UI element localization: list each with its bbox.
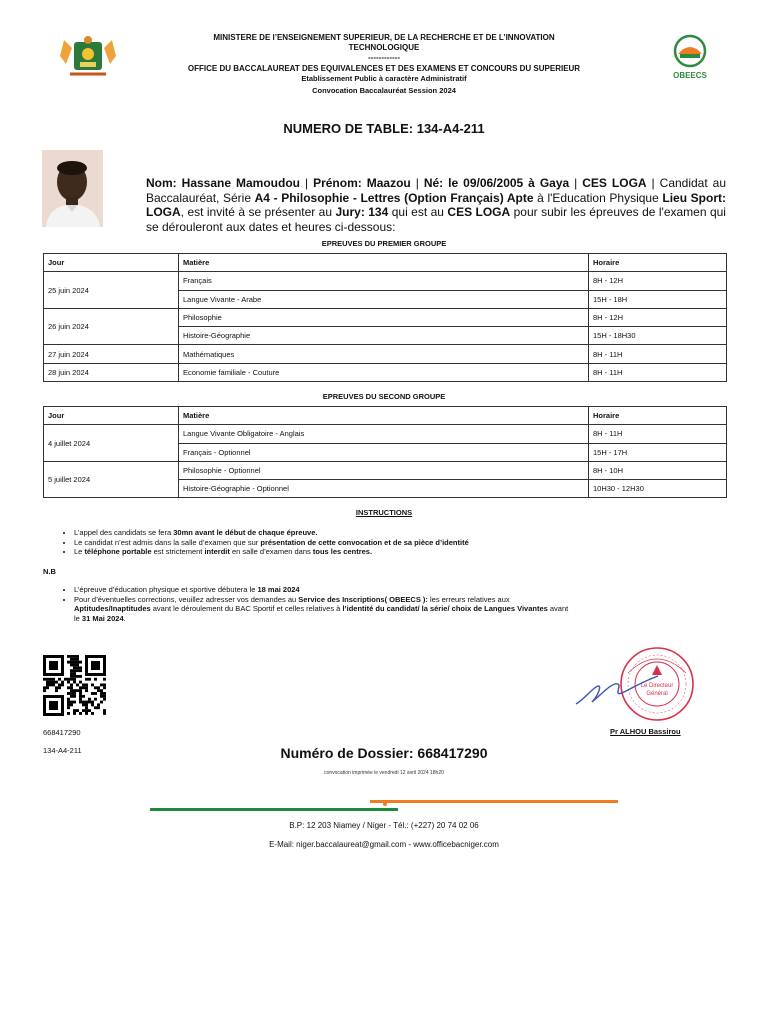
candidate-name: Hassane Mamoudou (181, 176, 300, 190)
qr-module (85, 689, 88, 692)
text: 31 Mai 2024 (81, 613, 124, 623)
text: l’identité du candidat/ la série/ choix de Langues Vivantes (342, 604, 548, 613)
qr-module (70, 655, 73, 658)
signatory-name: Pr ALHOU Bassirou (610, 727, 681, 736)
qr-module (70, 661, 73, 664)
text: 18 mai 2024 (257, 585, 300, 594)
candidate-birth: le 09/06/2005 à Gaya (448, 176, 570, 190)
subject-cell: Français - Optionnel (179, 443, 589, 461)
list-item (74, 595, 574, 624)
qr-module (70, 695, 73, 698)
qr-module (85, 686, 88, 689)
qr-module (43, 689, 46, 692)
day-cell: 25 juin 2024 (44, 272, 179, 309)
establishment-type: Etablissement Public à caractère Administratif (301, 73, 467, 83)
time-cell: 8H - 10H (589, 461, 727, 479)
time-cell: 8H - 11H (589, 363, 727, 381)
table-header-row (44, 254, 727, 272)
text: avant le déroulement du BAC Sportif et celles relatives à (150, 604, 343, 613)
stamp-text-1: Le Directeur (640, 683, 674, 689)
text: L’appel des candidats se fera (74, 528, 174, 537)
qr-module (58, 684, 61, 687)
qr-module (79, 681, 82, 684)
qr-module (73, 695, 76, 698)
qr-module (103, 684, 106, 687)
qr-module (73, 701, 76, 704)
intro-text-1: Candidat au Baccalauréat, Série (146, 176, 727, 205)
qr-module (73, 669, 76, 672)
qr-module (79, 698, 82, 701)
qr-module (67, 661, 70, 664)
qr-module (73, 666, 76, 669)
qr-module (85, 706, 88, 709)
qr-module (67, 678, 70, 681)
day-cell: 26 juin 2024 (44, 308, 179, 345)
convocation-session: Convocation Baccalauréat Session 2024 (312, 86, 456, 96)
qr-module (82, 695, 85, 698)
time-cell: 15H - 17H (589, 443, 727, 461)
list-item (74, 585, 574, 595)
qr-module (97, 686, 100, 689)
qr-module (91, 692, 94, 695)
qr-code (43, 655, 109, 717)
qr-table-number: 134-A4-211 (43, 746, 82, 755)
text: en salle d’examen dans (229, 547, 313, 556)
qr-module (94, 706, 97, 709)
qr-module (97, 706, 100, 709)
qr-module (85, 709, 88, 712)
group-1-title: EPREUVES DU PREMIER GROUPE (321, 239, 447, 248)
qr-module (85, 678, 88, 681)
header-block (180, 33, 588, 96)
qr-module (52, 678, 55, 681)
qr-module (103, 698, 106, 701)
qr-module (94, 698, 97, 701)
qr-module (43, 686, 46, 689)
qr-module (73, 678, 76, 681)
text: Le candidat n’est admis dans la salle d’examen que sur (74, 537, 261, 547)
qr-module (49, 681, 52, 684)
qr-module (94, 692, 97, 695)
qr-module (94, 678, 97, 681)
qr-module (67, 686, 70, 689)
qr-module (88, 709, 91, 712)
qr-module (67, 692, 70, 695)
qr-module (73, 658, 76, 661)
qr-module (79, 692, 82, 695)
qr-module (61, 684, 64, 687)
qr-module (100, 689, 103, 692)
qr-module (49, 661, 58, 670)
qr-module (79, 712, 82, 715)
qr-module (76, 669, 79, 672)
qr-module (70, 669, 73, 672)
footer-contact: E-Mail: niger.baccalaureat@gmail.com - www.officebacniger.com (269, 840, 499, 849)
qr-module (67, 698, 70, 701)
lieu-sport-label: Lieu Sport: (662, 190, 726, 205)
footer-address: B.P: 12 203 Niamey / Niger - Tél.: (+227) 20 74 02 06 (289, 821, 479, 830)
time-cell: 8H - 12H (589, 308, 727, 326)
qr-module (46, 686, 49, 689)
subject-cell: Langue Vivante - Arabe (179, 290, 589, 308)
signature (572, 668, 662, 712)
column-header: Matière (179, 254, 589, 272)
ministry-title: MINISTERE DE l’ENSEIGNEMENT SUPERIEUR, DE LA RECHERCHE ET DE L’INNOVATION TECHNOLOGIQUE (213, 33, 555, 53)
qr-module (58, 686, 61, 689)
qr-module (82, 684, 85, 687)
qr-module (97, 703, 100, 706)
qr-module (73, 709, 76, 712)
text: présentation de cette convocation et de sa pièce d’identité (260, 537, 469, 547)
jury-place: CES LOGA (447, 205, 511, 220)
subject-cell: Langue Vivante Obligatoire - Anglais (179, 425, 589, 443)
qr-module (46, 678, 49, 681)
list-item (74, 538, 574, 548)
qr-module (58, 678, 61, 681)
column-header: Jour (44, 407, 179, 425)
qr-module (85, 684, 88, 687)
qr-module (103, 686, 106, 689)
column-header: Jour (44, 254, 179, 272)
qr-module (76, 684, 79, 687)
qr-module (76, 675, 79, 678)
qr-module (82, 709, 85, 712)
group-2-title: EPREUVES DU SECOND GROUPE (322, 392, 446, 401)
qr-module (73, 712, 76, 715)
schedule-table-group-1 (43, 253, 727, 382)
qr-module (70, 692, 73, 695)
qr-module (88, 678, 91, 681)
candidate-serie: A4 - Philosophie - Lettres (Option Français) Apte (254, 190, 534, 205)
column-header: Horaire (589, 254, 727, 272)
qr-module (67, 706, 70, 709)
qr-module (88, 701, 91, 704)
qr-module (82, 686, 85, 689)
time-cell: 8H - 12H (589, 272, 727, 290)
instructions-list (62, 528, 574, 557)
qr-module (70, 686, 73, 689)
qr-module (79, 686, 82, 689)
qr-module (82, 701, 85, 704)
qr-module (103, 709, 106, 712)
flag-stripe-green (150, 808, 398, 811)
candidate-school: CES LOGA (582, 176, 647, 190)
instructions-title: INSTRUCTIONS (355, 508, 413, 517)
time-cell: 15H - 18H (589, 290, 727, 308)
table-header-row (44, 407, 727, 425)
qr-module (49, 678, 52, 681)
subject-cell: Philosophie (179, 308, 589, 326)
table-row (44, 272, 727, 290)
qr-module (91, 661, 100, 670)
firstname-label: Prénom: (313, 176, 362, 190)
qr-module (73, 672, 76, 675)
intro-text-3: , est invité à se présenter au (180, 205, 333, 220)
intro-text-5: pour subir les épreuves de l'examen qui se dérouleront aux dates et heures ci-dessous: (146, 205, 726, 234)
qr-module (70, 684, 73, 687)
qr-module (76, 658, 79, 661)
text: les erreurs relatives aux (427, 594, 510, 604)
table-number: NUMERO DE TABLE: 134-A4-211 (283, 121, 485, 136)
qr-module (79, 666, 82, 669)
jury-label: Jury: (335, 205, 365, 220)
qr-module (85, 712, 88, 715)
qr-module (67, 701, 70, 704)
qr-module (70, 672, 73, 675)
qr-module (103, 712, 106, 715)
subject-cell: Philosophie - Optionnel (179, 461, 589, 479)
qr-module (103, 695, 106, 698)
table-row (44, 425, 727, 443)
qr-module (70, 703, 73, 706)
subject-cell: Histoire-Géographie - Optionnel (179, 480, 589, 498)
subject-cell: Mathématiques (179, 345, 589, 363)
time-cell: 8H - 11H (589, 345, 727, 363)
intro-text-2: à l'Education Physique (537, 190, 659, 205)
qr-module (43, 678, 46, 681)
qr-module (46, 681, 49, 684)
table-row (44, 345, 727, 363)
text: interdit (204, 547, 230, 556)
qr-module (73, 661, 76, 664)
qr-module (49, 701, 58, 710)
stamp-text-2: Général (646, 691, 668, 697)
qr-module (52, 681, 55, 684)
text: Aptitudes/Inaptitudes (74, 604, 151, 613)
text: Service des Inscriptions( OBEECS ): (298, 594, 428, 604)
qr-module (79, 689, 82, 692)
qr-module (52, 684, 55, 687)
qr-module (79, 701, 82, 704)
qr-module (70, 658, 73, 661)
qr-module (76, 689, 79, 692)
qr-module (103, 678, 106, 681)
qr-module (76, 709, 79, 712)
qr-module (85, 701, 88, 704)
qr-module (85, 703, 88, 706)
qr-module (100, 692, 103, 695)
born-label: Né: (423, 176, 444, 190)
text: est strictement (151, 547, 205, 556)
obeecs-logo-text: OBEECS (673, 71, 707, 80)
qr-module (55, 689, 58, 692)
time-cell: 15H - 18H30 (589, 327, 727, 345)
qr-module (67, 703, 70, 706)
qr-module (70, 701, 73, 704)
qr-module (79, 661, 82, 664)
qr-module (70, 675, 73, 678)
qr-module (55, 681, 58, 684)
qr-module (76, 655, 79, 658)
qr-module (91, 712, 94, 715)
day-cell: 4 juillet 2024 (44, 425, 179, 462)
jury-number: 134 (368, 205, 389, 220)
list-item (74, 547, 574, 557)
qr-module (76, 666, 79, 669)
obeecs-logo (668, 34, 712, 80)
qr-module (73, 689, 76, 692)
qr-module (91, 703, 94, 706)
candidate-firstname: Maazou (366, 176, 411, 190)
qr-module (79, 669, 82, 672)
qr-module (100, 701, 103, 704)
qr-module (61, 681, 64, 684)
subject-cell: Histoire-Géographie (179, 327, 589, 345)
day-cell: 28 juin 2024 (44, 363, 179, 381)
qr-module (88, 698, 91, 701)
qr-module (82, 703, 85, 706)
qr-module (76, 661, 79, 664)
qr-module (73, 681, 76, 684)
qr-module (46, 684, 49, 687)
qr-module (70, 678, 73, 681)
qr-module (73, 664, 76, 667)
qr-module (76, 664, 79, 667)
time-cell: 8H - 11H (589, 425, 727, 443)
qr-number: 668417290 (43, 728, 81, 737)
qr-module (67, 712, 70, 715)
lieu-sport: LOGA (146, 205, 181, 220)
coat-of-arms-logo (56, 34, 120, 78)
text: 30mn avant le début de chaque épreuve. (173, 528, 318, 537)
qr-module (79, 675, 82, 678)
header-separator: ------------ (368, 53, 400, 63)
column-header: Horaire (589, 407, 727, 425)
schedule-table-group-2 (43, 406, 727, 498)
text: . (123, 613, 126, 623)
qr-module (73, 675, 76, 678)
qr-module (64, 678, 67, 681)
qr-module (79, 695, 82, 698)
print-timestamp: convocation imprimée le vendredi 12 avril 2024 18h20 (324, 770, 444, 776)
flag-stripe-orange (370, 800, 618, 803)
qr-module (103, 692, 106, 695)
qr-module (94, 686, 97, 689)
qr-module (55, 686, 58, 689)
qr-module (49, 684, 52, 687)
qr-module (97, 689, 100, 692)
qr-module (67, 681, 70, 684)
candidate-intro: Nom: Hassane Mamoudou | Prénom: Maazou | Né: le 09/06/2005 à Gaya | CES LOGA | Candidat au Baccalauréat, Série A4 - Philosophie - Lettres (Option Français) Apte à l'Education Physique Lieu Sport: LOGA, est invité à se présenter au Jury: 134 qui est au CES LOGA pour subir les épreuves de l'examen qui se dérouleront aux dates et heures ci-dessous: (146, 176, 727, 234)
flag-sun-dot (383, 802, 387, 806)
subject-cell: Economie familiale - Couture (179, 363, 589, 381)
text: Pour d’éventuelles corrections, veuillez adresser vos demandes au (74, 594, 299, 604)
name-label: Nom: (146, 176, 177, 190)
qr-module (70, 689, 73, 692)
qr-module (91, 684, 94, 687)
subject-cell: Français (179, 272, 589, 290)
dossier-number: Numéro de Dossier: 668417290 (280, 745, 488, 761)
intro-text-4: qui est au (391, 205, 444, 220)
table-row (44, 363, 727, 381)
text: téléphone portable (84, 547, 152, 556)
time-cell: 10H30 - 12H30 (589, 480, 727, 498)
nb-list (62, 585, 574, 623)
qr-module (100, 684, 103, 687)
column-header: Matière (179, 407, 589, 425)
day-cell: 27 juin 2024 (44, 345, 179, 363)
candidate-photo (42, 150, 103, 227)
qr-module (73, 692, 76, 695)
office-title: OFFICE DU BACCALAUREAT DES EQUIVALENCES ET DES EXAMENS ET CONCOURS DU SUPERIEUR (187, 63, 581, 73)
table-row (44, 308, 727, 326)
nb-title: N.B (43, 567, 56, 576)
qr-module (73, 655, 76, 658)
qr-module (100, 695, 103, 698)
day-cell: 5 juillet 2024 (44, 461, 179, 498)
list-item (74, 528, 574, 538)
qr-module (70, 664, 73, 667)
qr-module (91, 701, 94, 704)
text: Le (74, 547, 85, 556)
text: L’épreuve d’éducation physique et sportive débutera le (74, 585, 258, 594)
text: tous les centres. (312, 547, 373, 556)
text: avant le (74, 604, 569, 623)
table-row (44, 461, 727, 479)
qr-module (67, 655, 70, 658)
